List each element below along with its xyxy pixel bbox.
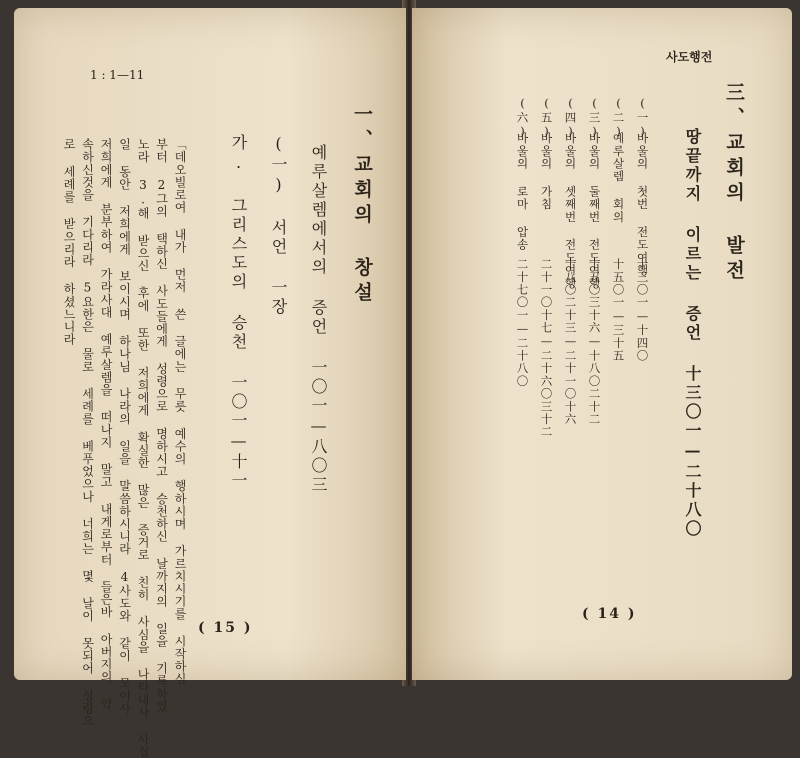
left-page-number: ( 15 )	[198, 620, 253, 636]
outline-item-reference: 十五〇一—三十五	[611, 258, 626, 363]
right-page	[412, 8, 792, 680]
outline-item-reference: 十五〇三十六—十八〇二十二	[587, 258, 602, 426]
paragraph-line: 저희에게 분부하여 가라사대 예루살렘을 떠나지 말고 내게로부터 들은바 아버지의 약	[99, 138, 113, 711]
outline-item-number: (四)	[563, 96, 578, 140]
chapter-marker: (一) 서언 一장	[269, 134, 288, 317]
outline-item-number: (五)	[539, 96, 554, 140]
outline-item-text: 바울의 로마 압송	[515, 132, 530, 252]
outline-item-number: (一)	[635, 96, 650, 140]
outline-item-number: (二)	[611, 96, 626, 140]
subsection-title: 예루살렘에서의 증언 一〇一—八〇三	[309, 144, 328, 495]
paragraph-line: 속하신것을 기다리라 5요한은 물로 세례를 베푸었으나 너희는 몇 날이 못되어 성령으	[80, 138, 95, 727]
outline-item-text: 바울의 둘째번 전도여행	[587, 132, 602, 290]
outline-item-reference: 二十七〇一—二十八〇	[515, 258, 530, 388]
running-header: 사도행전	[666, 50, 713, 64]
paragraph-line: 「데오빌로여 내가 먼저 쓴 글에는 무릇 예수의 행하시며 가르치시기를 시작하심	[173, 138, 187, 686]
outline-item-reference: 十三〇一—十四〇	[635, 258, 650, 363]
right-section-title: 三、교회의 발전	[723, 82, 745, 285]
paragraph-line: 부터 2그의 택하신 사도들에게 성령으로 명하시고 승천하신 날까지의 일을 기록하였	[154, 138, 169, 713]
left-page	[14, 8, 406, 758]
outline-item-text: 바울의 셋째번 전도여행	[563, 132, 578, 290]
paragraph-line: 일 동안 저희에게 보이시며 하나님 나라의 일을 말씀하시니라 4사도와 같이 모이사	[117, 138, 132, 715]
outline-item-number: (六)	[515, 96, 530, 140]
paragraph-line: 노라 3.해 받으신 후에 또한 저희에게 확실한 많은 증거로 친히 사심을 나타내사 사십	[136, 138, 150, 758]
right-page-number: ( 14 )	[582, 606, 637, 622]
left-page-header: 1 : 1—11	[90, 68, 145, 82]
outline-item-text: 예루살렘 회의	[611, 132, 626, 224]
outline-item-reference: 二十一〇十七—二十六〇三十二	[539, 258, 554, 439]
outline-item-number: (三)	[587, 96, 602, 140]
paragraph-line: 로 세례를 받으리라 하셨느니라	[62, 138, 76, 346]
section-title: 一、교회의 창설	[351, 104, 373, 307]
outline-item-text: 바울의 가침	[539, 132, 554, 211]
outline-item-text: 바울의 첫번 전도여행	[635, 132, 650, 277]
heading-ascension: 가. 그리스도의 승천 一〇一—十一	[229, 134, 248, 491]
right-subsection: 땅끝까지 이르는 증언 十三〇一—二十八〇	[683, 128, 702, 539]
outline-item-reference: 十八〇二十三—二十一〇十六	[563, 258, 578, 426]
